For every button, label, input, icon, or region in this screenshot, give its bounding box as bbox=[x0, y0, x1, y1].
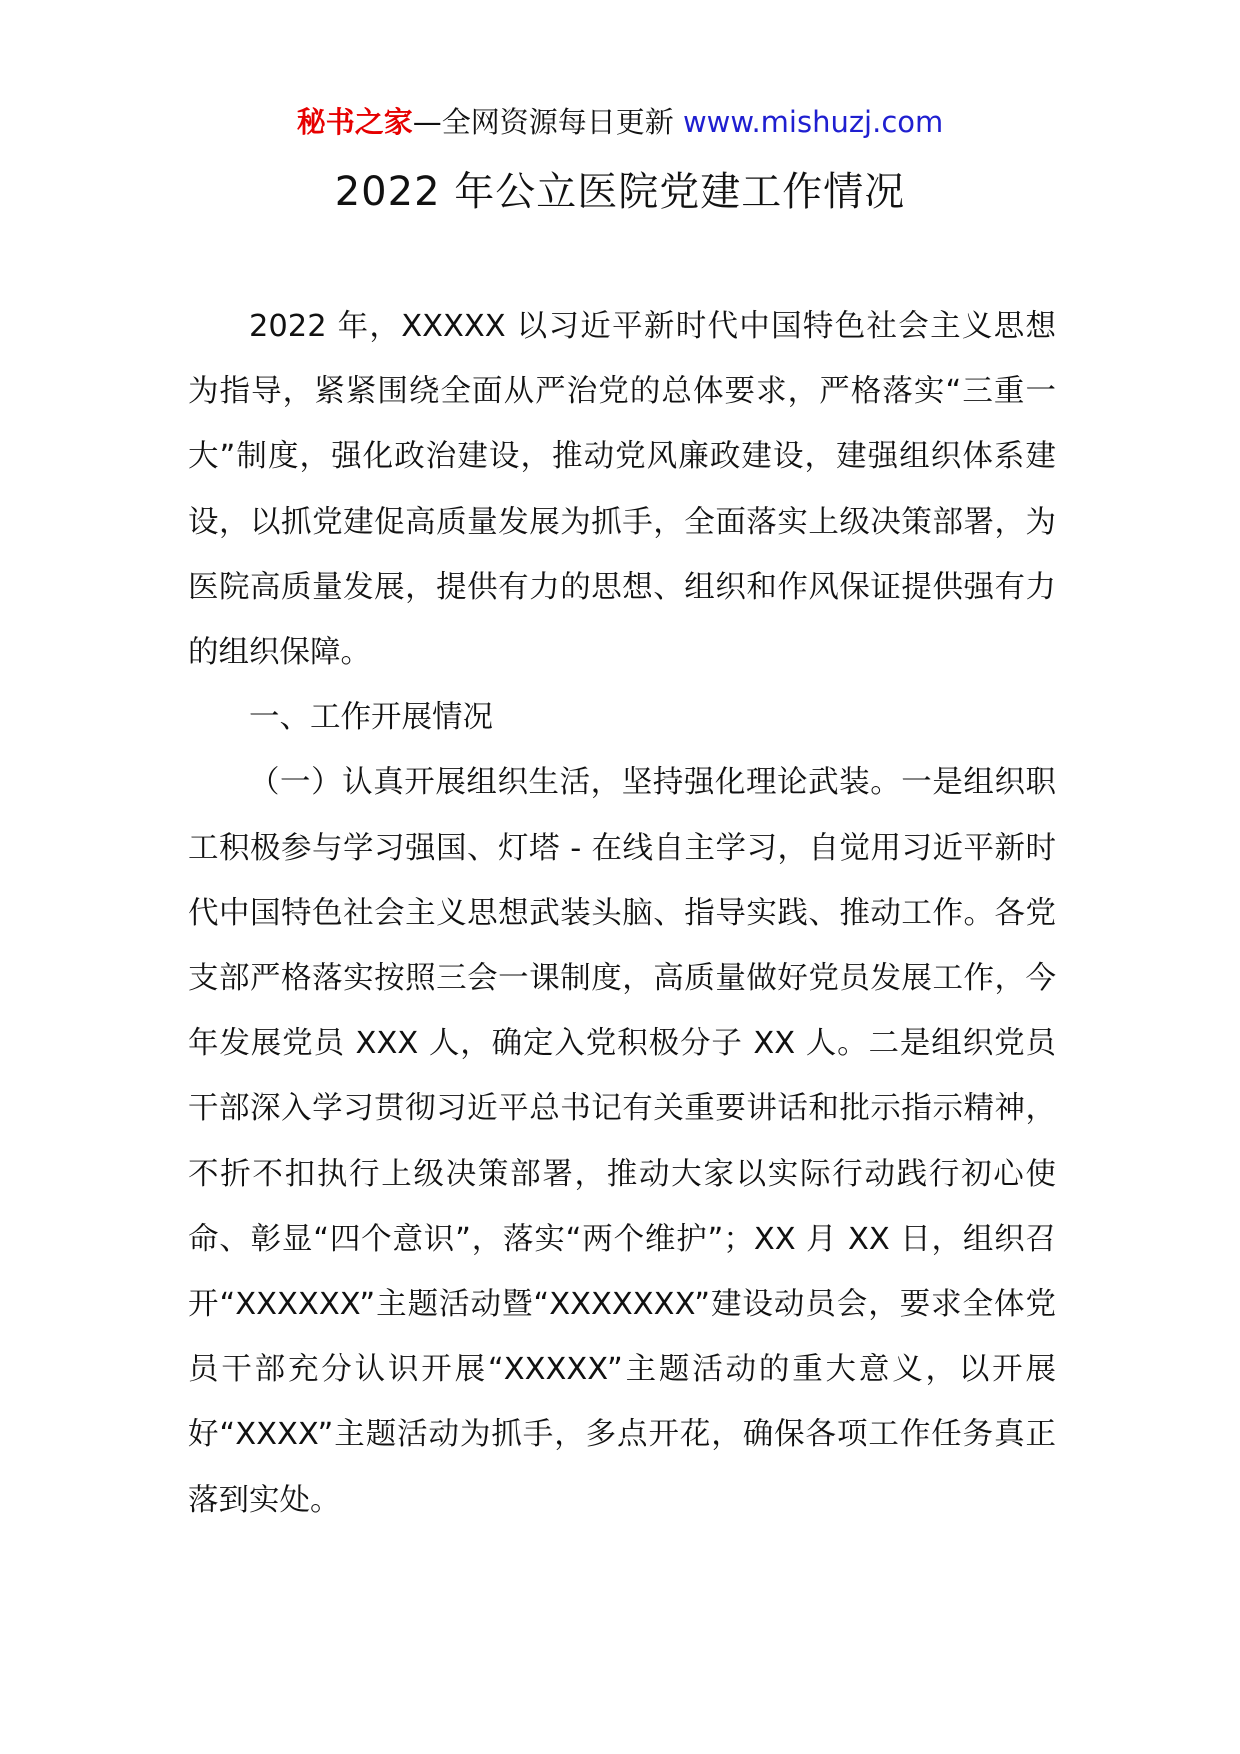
site-banner bbox=[0, 102, 1240, 142]
website-link[interactable]: www.mishuzj.com bbox=[682, 105, 944, 139]
banner-tagline: —全网资源每日更新 bbox=[412, 105, 674, 139]
document-title: 2022 年公立医院党建工作情况 bbox=[334, 169, 906, 215]
brand-name: 秘书之家 bbox=[296, 105, 413, 139]
body-paragraph: （一）认真开展组织生活，坚持强化理论武装。一是组织职工积极参与学习强国、灯塔 - 在线自主学习，自觉用习近平新时代中国特色社会主义思想武装头脑、指导实践、推动工作。各党支部严格落实按照三会一课制度，高质量做好党员发展工作，今年发展党员 XXX 人，确定入党积极分子 XX 人。二是组织党员干部深入学习贯彻习近平总书记有关重要讲话和批示指示精神，不折不扣执行上级决策部署，推动大家以实际行动践行初心使命、彰显“四个意识”，落实“两个维护”；XX 月 XX 日，组织召开“XXXXXX”主题活动暨“XXXXXXX”建设动员会，要求全体党员干部充分认识开展“XXXXX”主题活动的重大意义，以开展好“XXXX”主题活动为抓手，多点开花，确保各项工作任务真正落到实处。 bbox=[188, 765, 1056, 1518]
section-heading: 一、工作开展情况 bbox=[249, 700, 493, 736]
document-body bbox=[188, 294, 1056, 1533]
intro-paragraph: 2022 年，XXXXX 以习近平新时代中国特色社会主义思想为指导，紧紧围绕全面从严治党的总体要求，严格落实“三重一大”制度，强化政治建设，推动党风廉政建设，建强组织体系建设，以抓党建促高质量发展为抓手，全面落实上级决策部署，为医院高质量发展，提供有力的思想、组织和作风保证提供强有力的组织保障。 bbox=[188, 309, 1056, 671]
